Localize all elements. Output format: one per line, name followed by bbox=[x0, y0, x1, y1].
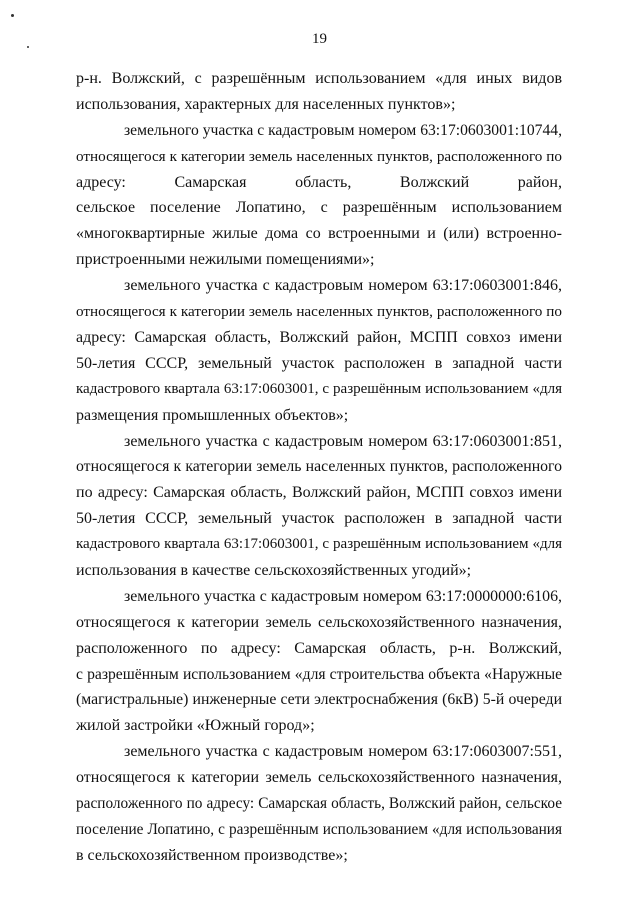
text-line: с разрешённым использованием «для строительства объекта «Наружные bbox=[76, 665, 562, 683]
text-line: по адресу: Самарская область, Волжский район, МСПП совхоз имени bbox=[76, 484, 562, 502]
text-line: 50-летия СССР, земельный участок расположен в западной части bbox=[76, 510, 562, 528]
text-line: (магистральные) инженерные сети электроснабжения (6кВ) 5-й очереди bbox=[76, 691, 562, 709]
text-line: р-н. Волжский, с разрешённым использованием «для иных видов bbox=[76, 70, 562, 87]
text-line: использования в качестве сельскохозяйственных угодий»; bbox=[76, 561, 472, 579]
text-line: относящегося к категории земель населенных пунктов, расположенного bbox=[76, 458, 562, 476]
text-line: кадастрового квартала 63:17:0603001, с разрешённым использованием «для bbox=[76, 380, 562, 397]
text-line: «многоквартирные жилые дома со встроенными и (или) встроенно- bbox=[76, 225, 562, 243]
text-line: относящегося к категории земель сельскохозяйственного назначения, bbox=[76, 769, 562, 787]
paragraph bbox=[76, 584, 562, 739]
text-line: земельного участка с кадастровым номером 63:17:0603007:551, bbox=[124, 743, 562, 761]
text-line: размещения промышленных объектов»; bbox=[76, 406, 349, 424]
text-line: земельного участка с кадастровым номером 63:17:0603001:10744, bbox=[124, 121, 562, 139]
paragraph bbox=[76, 273, 562, 428]
text-line: расположенного по адресу: Самарская область, Волжский район, сельское bbox=[76, 795, 562, 813]
text-line: земельного участка с кадастровым номером 63:17:0603001:851, bbox=[124, 432, 562, 450]
page-number: 19 bbox=[312, 31, 327, 47]
paragraph bbox=[76, 739, 562, 868]
text-line: земельного участка с кадастровым номером 63:17:0000000:6106, bbox=[124, 587, 562, 605]
text-line: пристроенными нежилыми помещениями»; bbox=[76, 251, 375, 269]
text-line: расположенного по адресу: Самарская область, р-н. Волжский, bbox=[76, 639, 562, 657]
text-line: 50-летия СССР, земельный участок расположен в западной части bbox=[76, 354, 562, 372]
text-line: относящегося к категории земель населенных пунктов, расположенного по bbox=[76, 303, 562, 321]
text-line: сельское поселение Лопатино, с разрешённым использованием bbox=[76, 199, 562, 217]
document-body bbox=[76, 66, 562, 869]
text-line: относящегося к категории земель сельскохозяйственного назначения, bbox=[76, 613, 562, 631]
text-line: использования, характерных для населенных пунктов»; bbox=[76, 95, 456, 113]
text-line: жилой застройки «Южный город»; bbox=[76, 717, 315, 735]
text-line: адресу: Самарская область, Волжский район, МСПП совхоз имени bbox=[76, 328, 562, 346]
text-line: в сельскохозяйственном производстве»; bbox=[76, 846, 348, 864]
paragraph bbox=[76, 429, 562, 584]
scan-speck bbox=[11, 14, 14, 17]
text-line: кадастрового квартала 63:17:0603001, с разрешённым использованием «для bbox=[76, 536, 562, 553]
text-line: земельного участка с кадастровым номером 63:17:0603001:846, bbox=[124, 277, 562, 295]
text-line: поселение Лопатино, с разрешённым использованием «для использования bbox=[76, 820, 562, 838]
text-line: адресу: Самарская область, Волжский район, bbox=[76, 173, 562, 191]
text-line: относящегося к категории земель населенных пунктов, расположенного по bbox=[76, 147, 562, 165]
paragraph bbox=[76, 66, 562, 118]
paragraph bbox=[76, 118, 562, 273]
